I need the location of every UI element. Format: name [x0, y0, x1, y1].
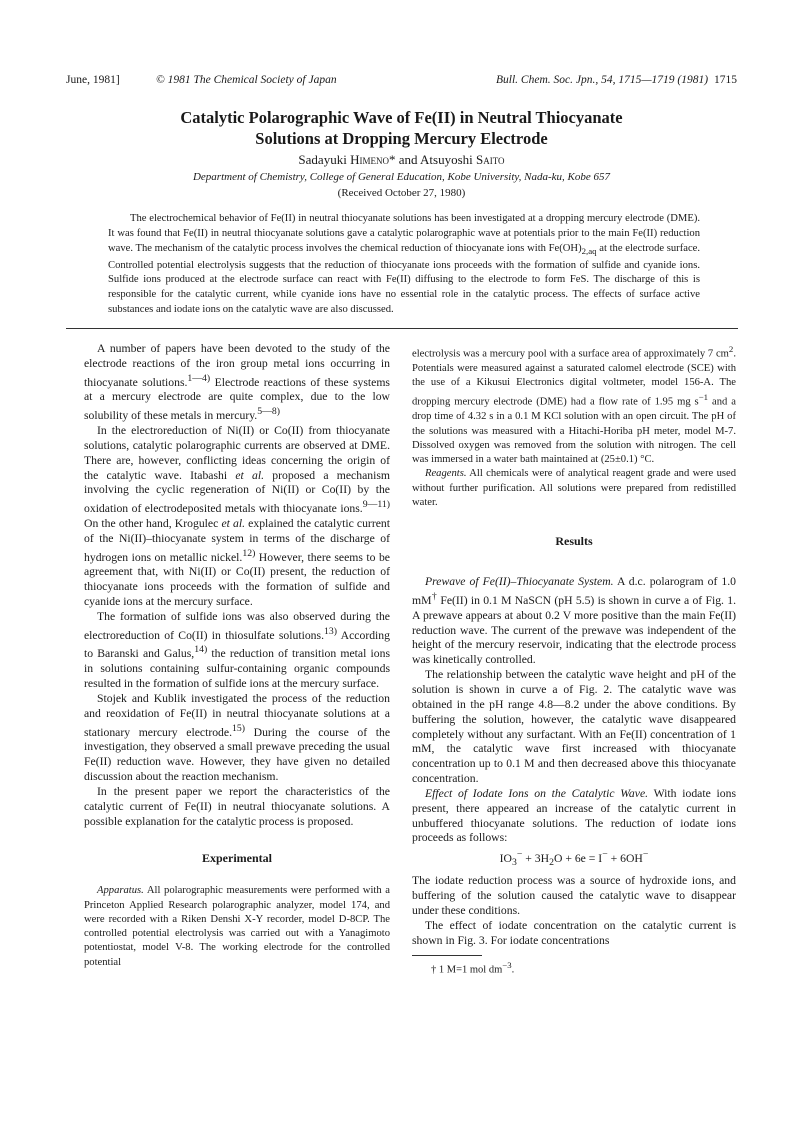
author-1-family: Himeno	[350, 152, 389, 167]
abstract	[108, 212, 700, 318]
affiliation: Department of Chemistry, College of General Education, Kobe University, Nada-ku, Kobe 657	[192, 171, 611, 183]
author-list	[66, 152, 737, 168]
author-1-given: Sadayuki	[298, 152, 351, 167]
iodate-paragraph: Effect of Iodate Ions on the Catalytic Wave. With iodate ions present, there appeared an increase of the catalytic current in unbuffered thiocyanate solutions. The reduction of iodate ions proceeds as follows:	[412, 786, 737, 845]
header-page-number: 1715	[714, 74, 737, 86]
author-2-family: Saito	[476, 152, 505, 167]
intro-paragraph-2: In the electroreduction of Ni(II) or Co(II) from thiocyanate solutions, catalytic polarographic currents are observed at DME. There are, however, conflicting ideas concerning the origin of the catalytic wave. Itabashi et al. proposed a mechanism involving the cyclic regeneration of Ni(II) or Co(II) by the oxidation of electrodeposited metals with thiocyanate ions.$^{9—11)}$ On the other hand, Krogulec et al. explained the catalytic current of the Ni(II)–thiocyanate system in terms of the discharge of hydrogen ions on metallic nickel.$^{12)}$ However, there seems to be agreement that, with Ni(II) or Co(II) present, the reduction of thiocyanate ions proceeds with the formation of sulfide and cyanide ions at the mercury surface.	[84, 424, 390, 609]
title-line-2: Solutions at Dropping Mercury Electrode	[255, 129, 548, 148]
title-line-1: Catalytic Polarographic Wave of Fe(II) in Neutral Thiocyanate	[180, 108, 623, 127]
apparatus-continued: electrolysis was a mercury pool with a surface area of approximately 7 $cm^2$. Potentials were measured against a saturated calomel electrode (SCE) with the use of a Kikusui Electronics digital voltmeter, model 156-A. The dropping mercury electrode (DME) had a flow rate of 1.95 mg $s^{-1}$ and a drop time of 4.32 s in a 0.1 M KCl solution with an open circuit. The pH of the solutions was measured with a Hitachi-Horiba pH meter, model M-7. Dissolved oxygen was removed from the solution with nitrogen. The cell was immersed in a water bath maintained at (25±0.1) °C.	[412, 344, 736, 466]
section-heading-results: Results	[555, 534, 593, 549]
header-date: June, 1981]	[66, 74, 120, 86]
ph-paragraph: The relationship between the catalytic wave height and pH of the solution is shown in curve a of Fig. 2. The catalytic wave was obtained in the pH range 4.8—8.2 under the above conditions. By buffering the solution, however, the catalytic wave disappeared completely without any surfactant. With an Fe(II) concentration of 1 mM, the catalytic wave first increased with thiocyanate concentration up to 0.1 M and then decreased above this thiocyanate concentration.	[412, 668, 736, 786]
abstract-text-2: at the electrode surface. Controlled potential electrolysis suggests that the reduction of thiocyanate ions proceeds with the formation of sulfide and cyanide ions. Sulfide ions produced at the electrode surface can react with Fe(II) diffusing to the electrode to form FeS. The discharge of this is responsible for the catalytic current, while cyanide ions have no essential role in the catalytic process. The effects of surface active substances and iodate ions on the catalytic wave are also discussed.	[108, 242, 700, 315]
footnote-divider	[412, 955, 482, 956]
abstract-text-1: The electrochemical behavior of Fe(II) in neutral thiocyanate solutions has been investigated at a dropping mercury electrode (DME). It was found that Fe(II) in neutral thiocyanate solutions gave a catalytic polarographic wave at potentials prior to the main Fe(II) reduction wave. The mechanism of the catalytic process involves the chemical reduction of thiocyanate ions with Fe(OH)	[108, 213, 700, 254]
received-date: (Received October 27, 1980)	[337, 187, 466, 199]
footnote: † 1 M=1 mol $dm^{-3}$.	[431, 959, 515, 976]
corresponding-marker: *	[388, 152, 396, 167]
prewave-paragraph: Prewave of Fe(II)–Thiocyanate System. A d.c. polarogram of 1.0 mM† Fe(II) in 0.1 M NaSCN (pH 5.5) is shown in curve a of Fig. 1. A prewave appears at about 0.2 V more positive than the main Fe(II) reduction wave. The current of the prewave was independent of the height of the mercury reservoir, indicating that the electrode process was kinetically controlled.	[412, 575, 737, 667]
header-copyright: © 1981 The Chemical Society of Japan	[156, 74, 337, 86]
section-heading-experimental: Experimental	[202, 851, 272, 866]
author-conjunction: and Atsuyoshi	[395, 152, 476, 167]
right-column	[412, 342, 736, 978]
intro-paragraph-4: Stojek and Kublik investigated the process of the reduction and reoxidation of Fe(II) in neutral thiocyanate solutions at a stationary mercury electrode.$^{15)}$ During the course of the investigation, they observed a small prewave preceding the usual Fe(II) reduction wave. However, they have given no detailed discussion about the reaction mechanism.	[84, 691, 391, 784]
iodate-equation: $IO_3^- + 3H_2O + 6e = I^- + 6OH^-$	[499, 849, 649, 869]
paper-title	[66, 107, 737, 149]
abstract-divider	[66, 328, 738, 329]
left-column	[84, 342, 390, 970]
iodate-concentration-paragraph: The effect of iodate concentration on the catalytic current is shown in Fig. 3. For iodate concentrations	[412, 918, 736, 947]
abstract-subscript: 2,aq	[581, 245, 597, 256]
intro-paragraph-5: In the present paper we report the characteristics of the catalytic current of Fe(II) in neutral thiocyanate solutions. A possible explanation for the catalytic process is proposed.	[84, 784, 390, 828]
apparatus-paragraph: Apparatus. All polarographic measurements were performed with a Princeton Applied Research polarographic analyzer, model 174, and were recorded with a Riken Denshi X-Y recorder, model D-8CP. The controlled potential electrolysis was carried out with a Yanagimoto potentiostat, model V-8. The working electrode for the controlled potential	[84, 885, 390, 968]
header-journal: Bull. Chem. Soc. Jpn., 54, 1715—1719 (1981)	[496, 74, 709, 86]
intro-paragraph-3: The formation of sulfide ions was also observed during the electroreduction of Co(II) in thiosulfate solutions.$^{13)}$ According to Baranski and Galus,$^{14)}$ the reduction of transition metal ions in solutions containing sulfur-containing organic compounds resulted in the formation of sulfide ions at the mercury surface.	[84, 609, 390, 691]
reagents-paragraph: Reagents. All chemicals were of analytical reagent grade and were used without further purification. All solutions were prepared from redistilled water.	[412, 468, 736, 509]
running-header	[66, 74, 737, 90]
iodate-followup: The iodate reduction process was a source of hydroxide ions, and buffering of the solution caused the catalytic wave to disappear under these conditions.	[412, 874, 736, 917]
intro-paragraph-1: A number of papers have been devoted to the study of the electrode reactions of the iron group metal ions occurring in thiocyanate solutions.$^{1—4)}$ Electrode reactions of these systems at a mercury electrode are quite complex, due to the low solubility of these metals in mercury.$^{5—8)}$	[84, 342, 390, 423]
